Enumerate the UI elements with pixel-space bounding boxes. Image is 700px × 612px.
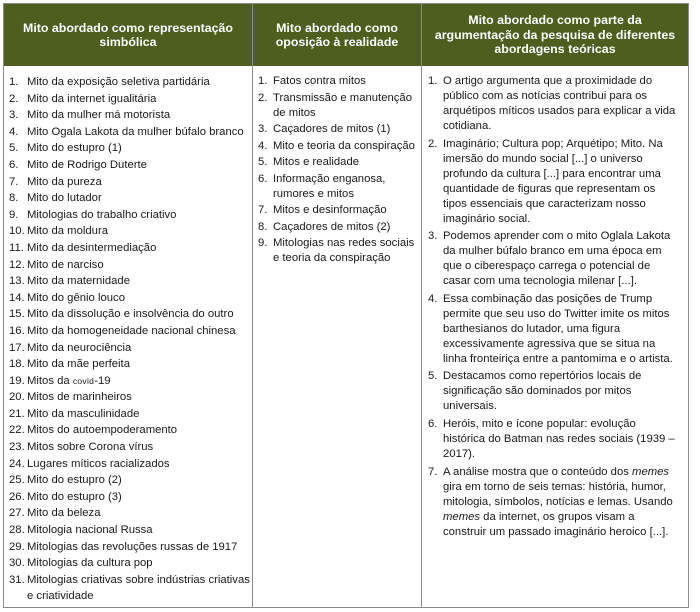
- item-text: [27, 91, 252, 108]
- item-text: [27, 190, 252, 207]
- item-text: [27, 223, 252, 240]
- item-text: [27, 572, 252, 605]
- item-text: [273, 203, 421, 218]
- item-text: [27, 107, 252, 124]
- item-text: [273, 122, 421, 137]
- item-text: [27, 406, 252, 423]
- item-text-part: Lugares míticos racializados: [27, 457, 170, 470]
- item-text-part: Mito de narciso: [27, 258, 104, 271]
- list-item: [9, 389, 252, 406]
- list-item: [258, 122, 421, 137]
- item-number: 9.: [9, 208, 19, 221]
- item-text: [27, 340, 252, 357]
- item-text-part: Mito da dissolução e insolvência do outro: [27, 308, 234, 321]
- item-number: 1.: [9, 76, 19, 88]
- item-text-part: Mito da desintermediação: [27, 241, 157, 254]
- item-text-part: Mito do lutador: [27, 192, 102, 205]
- item-number: 31.: [9, 573, 25, 586]
- item-text: [27, 439, 252, 456]
- item-number: 2.: [428, 137, 438, 150]
- research-argumentation-column: [421, 66, 688, 607]
- item-text: [27, 240, 252, 257]
- item-number: 28.: [9, 524, 25, 537]
- item-number: 29.: [9, 540, 25, 553]
- item-text-emphasis: memes: [632, 465, 670, 478]
- item-text: [27, 539, 252, 556]
- symbolic-representation-column: [4, 66, 252, 607]
- item-text: [27, 290, 252, 307]
- item-text-part: A análise mostra que o conteúdo dos: [443, 465, 633, 478]
- list-item: [9, 74, 252, 91]
- header-opposition-to-reality: Mito abordado como oposição à realidade: [252, 4, 421, 66]
- item-text: [27, 174, 252, 191]
- item-text: [273, 236, 421, 266]
- item-number: 6.: [428, 417, 438, 430]
- list-item: [9, 290, 252, 307]
- item-text-part: Mitos sobre Corona vírus: [27, 441, 154, 454]
- item-number: 8.: [9, 192, 19, 205]
- item-text: [27, 389, 252, 406]
- item-text: [27, 257, 252, 274]
- item-text-part: Mito da mãe perfeita: [27, 358, 130, 371]
- myth-classification-table: [3, 3, 689, 608]
- list-item: [9, 124, 252, 141]
- item-text-emphasis: memes: [443, 510, 481, 523]
- item-number: 5.: [258, 156, 268, 168]
- item-text-part: Mito do estupro (1): [27, 142, 122, 155]
- item-text: [27, 472, 252, 489]
- list-item: [9, 522, 252, 539]
- list-item: [9, 190, 252, 207]
- item-text-part: Mitologias do trabalho criativo: [27, 208, 177, 221]
- list-item: [428, 74, 680, 134]
- item-text-part: Mitologias criativas sobre indústrias criativas e criatividade: [27, 573, 250, 603]
- item-number: 14.: [9, 291, 25, 304]
- list-item: [9, 472, 252, 489]
- item-text-part: Mito da maternidade: [27, 275, 130, 288]
- list-item: [428, 465, 680, 540]
- item-text: [273, 74, 421, 89]
- item-text-part: Fatos contra mitos: [273, 75, 366, 87]
- item-text: [27, 207, 252, 224]
- list-item: [9, 555, 252, 572]
- list-item: [9, 107, 252, 124]
- item-text-part: Heróis, mito e ícone popular: evolução histórica do Batman nas redes sociais (1939 – 2017).: [443, 417, 675, 460]
- item-number: 3.: [9, 109, 19, 122]
- item-text: [27, 323, 252, 340]
- item-number: 1.: [428, 75, 438, 87]
- list-item: [9, 340, 252, 357]
- item-text: [273, 139, 421, 154]
- item-number: 1.: [258, 75, 268, 87]
- item-text: [273, 155, 421, 170]
- item-text-part: Transmissão e manutenção de mitos: [273, 91, 412, 119]
- item-text: [27, 124, 252, 141]
- list-item: [258, 220, 421, 235]
- item-number: 24.: [9, 457, 25, 470]
- item-text: [27, 522, 252, 539]
- item-text: [443, 137, 680, 227]
- item-number: 18.: [9, 358, 25, 371]
- list-item: [428, 417, 680, 462]
- list-item: [9, 456, 252, 473]
- item-text: [27, 140, 252, 157]
- item-text: [27, 356, 252, 373]
- item-text-part: Mito da pureza: [27, 175, 102, 188]
- item-text: [443, 369, 680, 414]
- item-number: 6.: [258, 172, 268, 185]
- item-number: 6.: [9, 158, 19, 171]
- list-item: [9, 273, 252, 290]
- item-text: [27, 422, 252, 439]
- item-number: 4.: [9, 125, 19, 138]
- item-text-part: Caçadores de mitos (1): [273, 123, 391, 135]
- item-text: [273, 172, 421, 202]
- opposition-to-reality-column: [252, 66, 421, 607]
- item-text-part: Mito da exposição seletiva partidária: [27, 76, 210, 88]
- list-item: [428, 229, 680, 289]
- item-text-part: Mito da internet igualitária: [27, 92, 157, 105]
- item-text-part: Mitologias da cultura pop: [27, 557, 153, 570]
- item-text: [273, 220, 421, 235]
- item-text-part: Mito do estupro (3): [27, 490, 122, 503]
- list-item: [9, 489, 252, 506]
- item-text: [27, 373, 252, 390]
- item-number: 9.: [258, 237, 268, 249]
- research-argumentation-list: [428, 74, 680, 540]
- item-number: 11.: [9, 241, 24, 254]
- item-number: 15.: [9, 308, 25, 321]
- item-text: [27, 555, 252, 572]
- list-item: [258, 91, 421, 121]
- item-text: [27, 74, 252, 91]
- item-text-part: Mito da moldura: [27, 225, 108, 238]
- item-text-part: Mito da homogeneidade nacional chinesa: [27, 324, 236, 337]
- list-item: [9, 323, 252, 340]
- item-text-part: Mito de Rodrigo Duterte: [27, 158, 147, 171]
- item-number: 7.: [258, 204, 268, 216]
- item-text-part: Imaginário; Cultura pop; Arquétipo; Mito. Na imersão do mundo social [...] o universo profundo da cultura [...] para encontrar uma quantidade de figuras que representam os tipos essenciais que caracterizam nosso imaginário social.: [443, 137, 663, 225]
- item-text: [27, 273, 252, 290]
- list-item: [9, 539, 252, 556]
- list-item: [9, 91, 252, 108]
- item-text-part: Mitologias das revoluções russas de 1917: [27, 540, 238, 553]
- item-number: 4.: [258, 139, 268, 152]
- item-number: 3.: [258, 123, 268, 135]
- item-number: 17.: [9, 341, 25, 354]
- item-number: 7.: [9, 175, 19, 188]
- list-item: [9, 422, 252, 439]
- list-item: [9, 223, 252, 240]
- item-text-part: Mito da mulher má motorista: [27, 109, 171, 122]
- item-number: 26.: [9, 490, 25, 503]
- item-text: [27, 456, 252, 473]
- list-item: [9, 240, 252, 257]
- list-item: [428, 369, 680, 414]
- item-number: 12.: [9, 258, 25, 271]
- item-number: 5.: [9, 142, 19, 155]
- item-number: 2.: [9, 92, 19, 105]
- item-number: 13.: [9, 275, 25, 288]
- item-text-part: da internet, os grupos visam a construir um passado imaginário heroico [...].: [443, 510, 669, 538]
- list-item: [258, 139, 421, 154]
- item-text-part: Mitos e desinformação: [273, 204, 387, 216]
- item-text-part: Mito do gênio louco: [27, 291, 125, 304]
- item-number: 3.: [428, 230, 438, 243]
- item-text: [27, 489, 252, 506]
- item-text-part: Destacamos como repertórios locais de significação são dominados por mitos universais.: [443, 370, 642, 413]
- list-item: [258, 236, 421, 266]
- item-number: 8.: [258, 220, 268, 233]
- list-item: [9, 174, 252, 191]
- item-number: 22.: [9, 424, 25, 437]
- item-text-part: Informação enganosa, rumores e mitos: [273, 172, 386, 200]
- item-number: 23.: [9, 441, 25, 454]
- item-text-part: O artigo argumenta que a proximidade do público com as notícias contribui para os arquétipos míticos usados para explicar a vida cotidiana.: [443, 75, 676, 132]
- list-item: [9, 505, 252, 522]
- table-body: [4, 66, 688, 607]
- item-number: 10.: [9, 225, 25, 238]
- header-research-argumentation: Mito abordado como parte da argumentação da pesquisa de diferentes abordagens teóricas: [421, 4, 688, 66]
- item-text: [27, 306, 252, 323]
- item-number: 2.: [258, 91, 268, 104]
- list-item: [258, 203, 421, 218]
- item-text: [27, 157, 252, 174]
- item-text-part: Mito da masculinidade: [27, 407, 140, 420]
- list-item: [258, 172, 421, 202]
- list-item: [258, 155, 421, 170]
- list-item: [9, 257, 252, 274]
- item-text-part: Mito e teoria da conspiração: [273, 139, 415, 152]
- item-number: 16.: [9, 324, 25, 337]
- item-text-smallcaps: covid: [72, 375, 95, 386]
- item-text-part: Mito Ogala Lakota da mulher búfalo branco: [27, 125, 244, 138]
- opposition-to-reality-list: [258, 74, 421, 266]
- item-text-part: Caçadores de mitos (2): [273, 220, 391, 233]
- item-text-part: Mitos de marinheiros: [27, 391, 132, 404]
- item-text-part: Mito do estupro (2): [27, 474, 122, 487]
- item-text-part: Mitos do autoempoderamento: [27, 424, 178, 437]
- item-number: 25.: [9, 474, 25, 487]
- item-text: [273, 91, 421, 121]
- item-text-part: Mito da neurociência: [27, 341, 132, 354]
- list-item: [9, 439, 252, 456]
- item-text-part: Podemos aprender com o mito Oglala Lakota da mulher búfalo branco em uma época em que o ciberespaço carrega o potencial de casar com uma tecnologia milenar [...].: [443, 230, 671, 288]
- item-text: [443, 465, 680, 540]
- item-text: [443, 417, 680, 462]
- list-item: [428, 292, 680, 367]
- item-number: 19.: [9, 374, 25, 387]
- item-text-part: -19: [94, 374, 111, 387]
- list-item: [9, 572, 252, 605]
- list-item: [9, 140, 252, 157]
- item-text-part: Essa combinação das posições de Trump permite que seu uso do Twitter imite os mitos barthesianos do lutador, uma figura excessivamente agressiva que se situa na linha fronteiriça entre a pantomima e o artista.: [443, 292, 673, 365]
- list-item: [9, 356, 252, 373]
- item-text-part: Mitologia nacional Russa: [27, 524, 153, 537]
- item-number: 21.: [9, 407, 25, 420]
- table-header: [4, 4, 688, 66]
- item-text-part: Mitos da: [27, 374, 73, 387]
- item-text-part: Mitos e realidade: [273, 156, 360, 168]
- item-text-part: Mito da beleza: [27, 507, 101, 520]
- list-item: [9, 157, 252, 174]
- item-text-part: Mitologias nas redes sociais e teoria da conspiração: [273, 237, 415, 264]
- item-text: [443, 229, 680, 289]
- header-symbolic-representation: Mito abordado como representação simbólica: [23, 20, 233, 49]
- list-item: [9, 406, 252, 423]
- item-number: 27.: [9, 507, 25, 520]
- item-text: [27, 505, 252, 522]
- item-number: 20.: [9, 391, 25, 404]
- item-number: 7.: [428, 465, 438, 478]
- item-text-part: gira em torno de seis temas: história, humor, mitologia, símbolos, notícias e lemas. Usando: [443, 480, 673, 508]
- list-item: [9, 207, 252, 224]
- item-text: [443, 74, 680, 134]
- item-number: 4.: [428, 292, 438, 305]
- list-item: [258, 74, 421, 89]
- list-item: [9, 306, 252, 323]
- list-item: [9, 373, 252, 390]
- symbolic-representation-list: [9, 74, 252, 605]
- list-item: [428, 137, 680, 227]
- item-number: 30.: [9, 557, 25, 570]
- item-text: [443, 292, 680, 367]
- item-number: 5.: [428, 370, 438, 383]
